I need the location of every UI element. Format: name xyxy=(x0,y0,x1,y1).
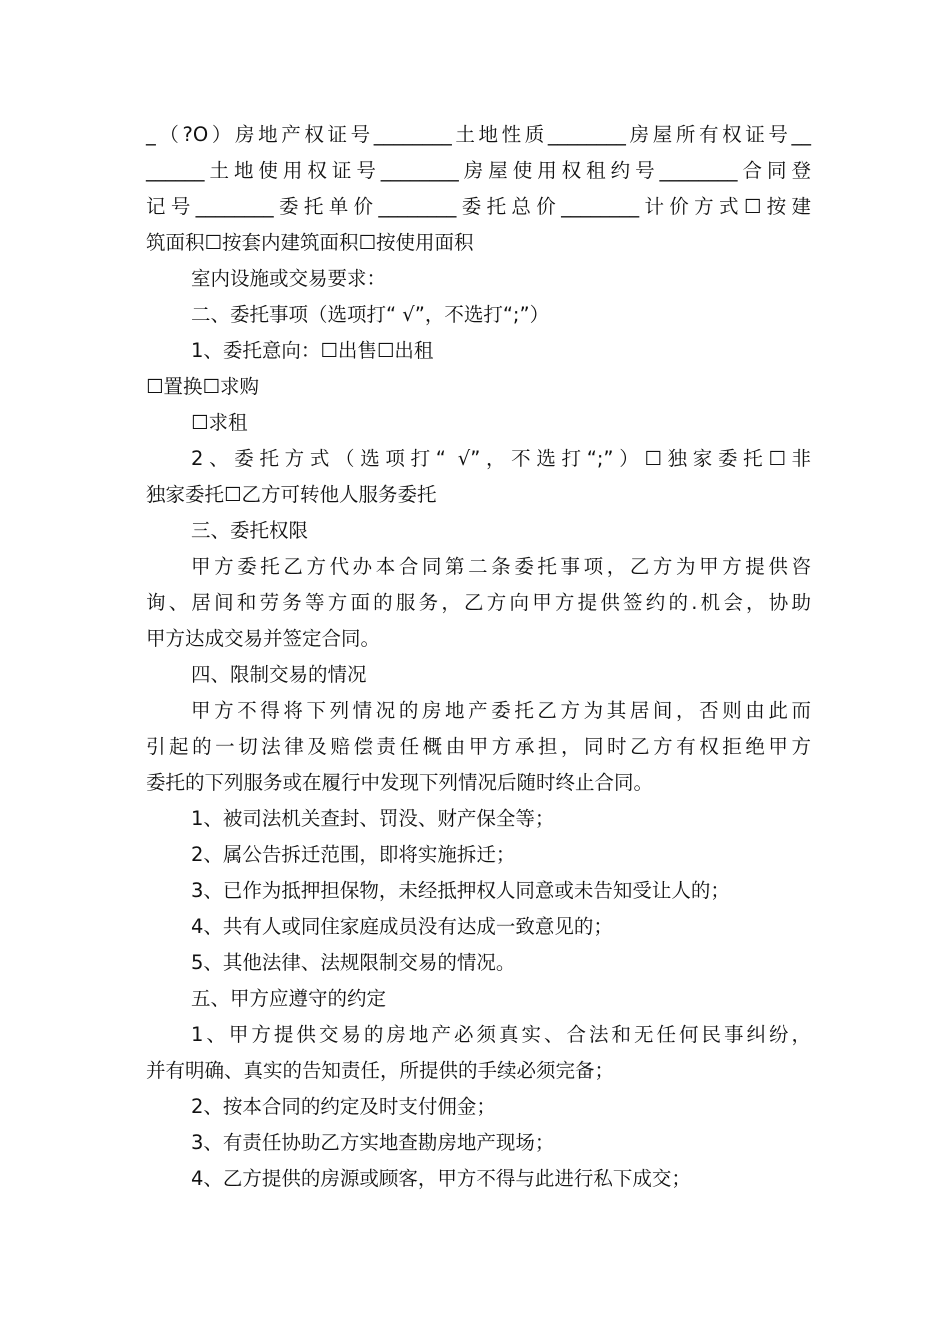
list-item: 3、有责任协助乙方实地查勘房地产现场； xyxy=(191,1131,555,1154)
text-line: 筑面积☐按套内建筑面积☐按使用面积 xyxy=(146,231,474,254)
text-line: _（?O）房地产权证号________土地性质________房屋所有权证号__ xyxy=(146,123,811,146)
text-line: 记号________委托单价________委托总价________计价方式☐按建 xyxy=(146,195,811,218)
list-item: 2、属公告拆迁范围，即将实施拆迁； xyxy=(191,843,516,866)
text-line: 2、委托方式（选项打“ √”，不选打“;”）☐独家委托☐非 xyxy=(191,447,811,470)
text-line: 独家委托☐乙方可转他人服务委托 xyxy=(146,483,437,506)
text-line: 并有明确、真实的告知责任，所提供的手续必须完备； xyxy=(146,1059,615,1082)
section-heading-2: 二、委托事项（选项打“ √”，不选打“;”） xyxy=(191,303,550,326)
intent-options-line: ☐求租 xyxy=(191,411,248,434)
text-line: 甲方达成交易并签定合同。 xyxy=(146,627,381,650)
list-item: 2、按本合同的约定及时支付佣金； xyxy=(191,1095,496,1118)
property-fields-paragraph xyxy=(146,117,811,261)
section-heading-3: 三、委托权限 xyxy=(191,519,309,542)
text-line: 甲方委托乙方代办本合同第二条委托事项，乙方为甲方提供咨 xyxy=(191,555,811,578)
list-item: 5、其他法律、法规限制交易的情况。 xyxy=(191,951,516,974)
list-item: 4、乙方提供的房源或顾客，甲方不得与此进行私下成交； xyxy=(191,1167,691,1190)
restriction-paragraph xyxy=(146,693,811,801)
text-line: 甲方不得将下列情况的房地产委托乙方为其居间，否则由此而 xyxy=(191,699,811,722)
obligation-paragraph xyxy=(146,1017,811,1089)
text-line: 引起的一切法律及赔偿责任概由甲方承担，同时乙方有权拒绝甲方 xyxy=(146,735,811,758)
section-heading-4: 四、限制交易的情况 xyxy=(191,663,367,686)
intent-paragraph: 1、委托意向：☐出售☐出租 xyxy=(191,339,434,362)
text-line: 委托的下列服务或在履行中发现下列情况后随时终止合同。 xyxy=(146,771,654,794)
text-line: ______土地使用权证号________房屋使用权租约号________合同登 xyxy=(146,159,811,182)
list-item: 1、被司法机关查封、罚没、财产保全等； xyxy=(191,807,555,830)
method-paragraph xyxy=(146,441,811,513)
intent-options-line: ☐置换☐求购 xyxy=(146,375,259,398)
text-line: 1、甲方提供交易的房地产必须真实、合法和无任何民事纠纷， xyxy=(191,1023,811,1046)
list-item: 4、共有人或同住家庭成员没有达成一致意见的； xyxy=(191,915,613,938)
text-line: 询、居间和劳务等方面的服务，乙方向甲方提供签约的.机会，协助 xyxy=(146,591,811,614)
section-heading-5: 五、甲方应遵守的约定 xyxy=(191,987,387,1010)
list-item: 3、已作为抵押担保物，未经抵押权人同意或未告知受让人的； xyxy=(191,879,730,902)
authority-paragraph xyxy=(146,549,811,657)
facilities-requirements: 室内设施或交易要求： xyxy=(191,267,387,290)
document-body xyxy=(146,117,811,1197)
